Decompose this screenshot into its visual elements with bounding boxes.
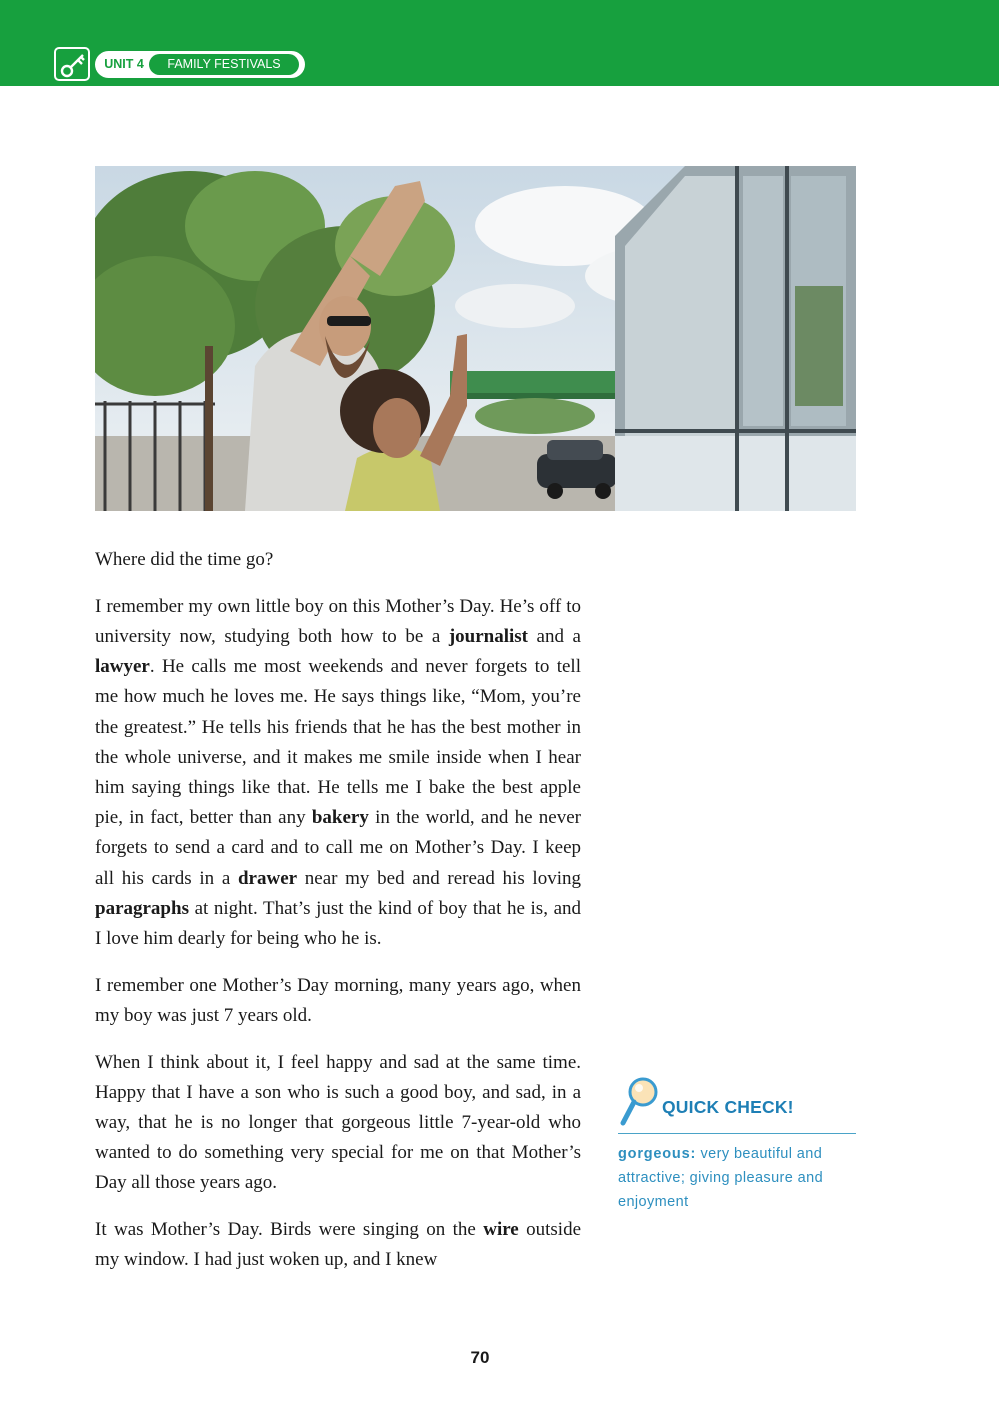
vocab-paragraphs: paragraphs bbox=[95, 897, 189, 919]
photo-illustration bbox=[95, 166, 856, 511]
quick-check-definition: gorgeous: very beautiful and attractive; giving pleasure and enjoyment bbox=[618, 1146, 824, 1210]
vocab-drawer: drawer bbox=[237, 867, 298, 889]
quick-check-header bbox=[618, 1075, 856, 1134]
paragraph-1: Where did the time go? bbox=[95, 549, 274, 570]
paragraph-4: When I think about it, I feel happy and sad at the same time. Happy that I have a son who is such a good boy, and sad, in a way, that he is no longer that gorgeous little 7-year-old who wanted to do something very special for me on that Mother’s Day all those years ago. bbox=[95, 1051, 581, 1194]
key-icon bbox=[54, 47, 90, 81]
vocab-journalist: journalist bbox=[448, 625, 528, 647]
article-text bbox=[95, 545, 581, 1292]
unit-label: UNIT 4 bbox=[104, 57, 144, 71]
vocab-lawyer: lawyer bbox=[95, 656, 150, 678]
paragraph-5: It was Mother’s Day. Birds were singing on the wire outside my window. I had just woken up, and I knew bbox=[95, 1219, 582, 1271]
magnifier-icon bbox=[618, 1075, 662, 1129]
quick-check-word: gorgeous: bbox=[618, 1146, 697, 1162]
paragraph-2: I remember my own little boy on this Mother’s Day. He’s off to university now, studying both how to be a journalist and a lawyer. He calls me most weekends and never forgets to tell me how much he loves me. He says things like, “Mom, you’re the greatest.” He tells his friends that he has the best mother in the whole universe, and it makes me smile inside when I hear him saying things like that. He tells me I bake the best apple pie, in fact, better than any bakery in the world, and he never forgets to send a card and to call me on Mother’s Day. I keep all his cards in a drawer near my bed and reread his loving paragraphs at night. That’s just the kind of boy that he is, and I love him dearly for being who he is. bbox=[95, 595, 581, 949]
paragraph-3: I remember one Mother’s Day morning, many years ago, when my boy was just 7 years old. bbox=[95, 974, 581, 1026]
vocab-bakery: bakery bbox=[311, 807, 369, 829]
unit-badge bbox=[95, 51, 305, 78]
unit-title: FAMILY FESTIVALS bbox=[149, 54, 299, 75]
quick-check-title: QUICK CHECK! bbox=[662, 1097, 794, 1117]
quick-check-box bbox=[618, 1075, 856, 1214]
page-number: 70 bbox=[470, 1348, 490, 1367]
vocab-wire: wire bbox=[483, 1219, 519, 1241]
